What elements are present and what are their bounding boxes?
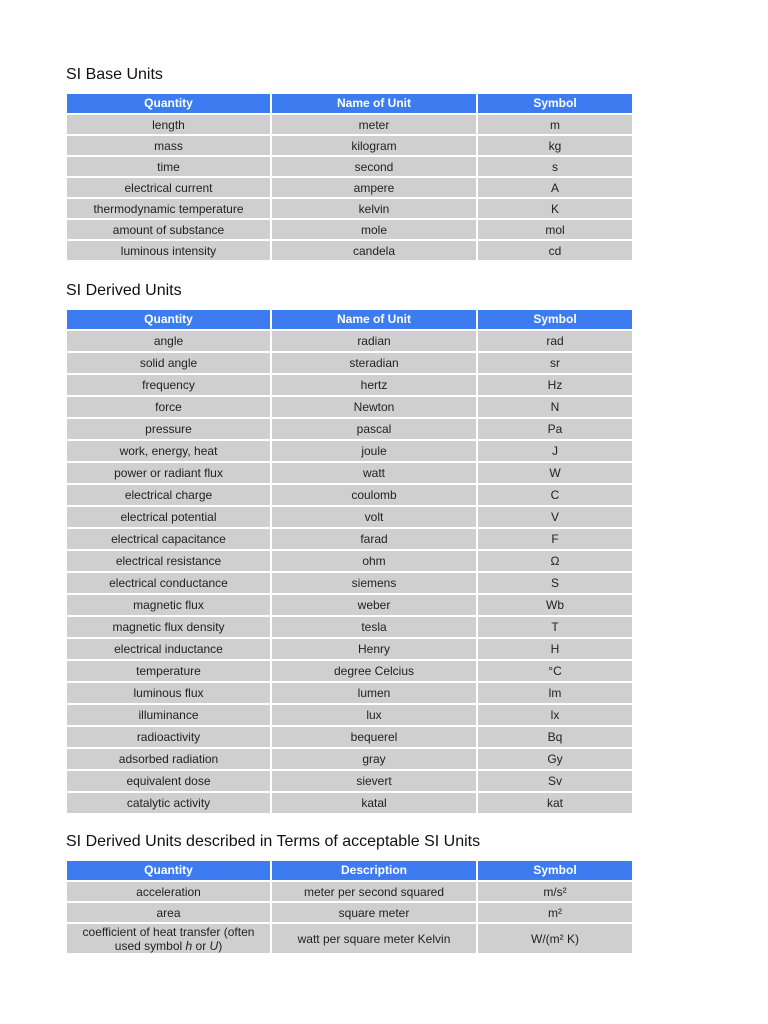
- quantity-line-1: coefficient of heat transfer (often: [82, 924, 255, 939]
- symbol-cell: m²: [478, 903, 632, 922]
- symbol-cell: cd: [478, 241, 632, 260]
- header-symbol: Symbol: [478, 861, 632, 880]
- header-name-of-unit: Name of Unit: [272, 94, 476, 113]
- quantity-cell: electrical charge: [67, 485, 270, 505]
- unit-cell: meter per second squared: [272, 882, 476, 901]
- unit-cell: joule: [272, 441, 476, 461]
- table-row: [67, 924, 632, 953]
- symbol-cell: kat: [478, 793, 632, 813]
- quantity-cell: electrical current: [67, 178, 270, 197]
- table-row: [67, 178, 632, 197]
- symbol-cell: F: [478, 529, 632, 549]
- unit-cell: Newton: [272, 397, 476, 417]
- quantity-or: or: [192, 938, 210, 953]
- symbol-cell: Bq: [478, 727, 632, 747]
- table-row: [67, 551, 632, 571]
- table-row: [67, 683, 632, 703]
- symbol-h: h: [185, 938, 193, 953]
- si-derived-units-table: [65, 308, 634, 815]
- header-quantity: Quantity: [67, 861, 270, 880]
- table-row: [67, 463, 632, 483]
- symbol-cell: rad: [478, 331, 632, 351]
- section-title: SI Derived Units: [66, 282, 182, 299]
- unit-cell: pascal: [272, 419, 476, 439]
- quantity-cell: electrical capacitance: [67, 529, 270, 549]
- quantity-cell: thermodynamic temperature: [67, 199, 270, 218]
- symbol-cell: H: [478, 639, 632, 659]
- table-row: [67, 157, 632, 176]
- symbol-cell: m/s²: [478, 882, 632, 901]
- unit-cell: kelvin: [272, 199, 476, 218]
- table-row: [67, 136, 632, 155]
- symbol-u: U: [209, 938, 219, 953]
- table-row: [67, 882, 632, 901]
- unit-cell: mole: [272, 220, 476, 239]
- table-row: [67, 661, 632, 681]
- quantity-cell: electrical inductance: [67, 639, 270, 659]
- table-row: [67, 397, 632, 417]
- quantity-cell: temperature: [67, 661, 270, 681]
- section-title: SI Derived Units described in Terms of acceptable SI Units: [66, 833, 481, 850]
- section-si-derived-units: [66, 282, 631, 815]
- symbol-cell: Hz: [478, 375, 632, 395]
- symbol-cell: m: [478, 115, 632, 134]
- symbol-cell: J: [478, 441, 632, 461]
- quantity-cell: equivalent dose: [67, 771, 270, 791]
- unit-cell: siemens: [272, 573, 476, 593]
- symbol-cell: W/(m² K): [478, 924, 632, 953]
- symbol-cell: K: [478, 199, 632, 218]
- quantity-cell: angle: [67, 331, 270, 351]
- symbol-cell: V: [478, 507, 632, 527]
- unit-cell: ampere: [272, 178, 476, 197]
- table-row: [67, 419, 632, 439]
- header-symbol: Symbol: [478, 94, 632, 113]
- section-title: SI Base Units: [66, 66, 163, 83]
- quantity-cell: radioactivity: [67, 727, 270, 747]
- quantity-cell: pressure: [67, 419, 270, 439]
- unit-cell: ohm: [272, 551, 476, 571]
- table-row: [67, 115, 632, 134]
- quantity-close: ): [218, 938, 223, 953]
- quantity-cell: electrical conductance: [67, 573, 270, 593]
- symbol-cell: W: [478, 463, 632, 483]
- table-row: [67, 749, 632, 769]
- symbol-cell: sr: [478, 353, 632, 373]
- unit-cell: kilogram: [272, 136, 476, 155]
- quantity-cell: force: [67, 397, 270, 417]
- si-base-units-table: [65, 92, 634, 262]
- table-row: [67, 220, 632, 239]
- table-row: [67, 507, 632, 527]
- unit-cell: tesla: [272, 617, 476, 637]
- unit-cell: candela: [272, 241, 476, 260]
- quantity-cell: [67, 924, 270, 953]
- unit-cell: bequerel: [272, 727, 476, 747]
- symbol-cell: Pa: [478, 419, 632, 439]
- header-quantity: Quantity: [67, 310, 270, 329]
- quantity-cell: luminous flux: [67, 683, 270, 703]
- table-row: [67, 617, 632, 637]
- header-description: Description: [272, 861, 476, 880]
- quantity-cell: acceleration: [67, 882, 270, 901]
- symbol-cell: lm: [478, 683, 632, 703]
- quantity-cell: illuminance: [67, 705, 270, 725]
- description-cell: watt per square meter Kelvin: [272, 924, 476, 953]
- table-row: [67, 727, 632, 747]
- header-name-of-unit: Name of Unit: [272, 310, 476, 329]
- quantity-cell: power or radiant flux: [67, 463, 270, 483]
- quantity-cell: electrical potential: [67, 507, 270, 527]
- unit-cell: second: [272, 157, 476, 176]
- symbol-cell: kg: [478, 136, 632, 155]
- unit-cell: lumen: [272, 683, 476, 703]
- quantity-cell: solid angle: [67, 353, 270, 373]
- header-row: [67, 94, 632, 113]
- quantity-cell: time: [67, 157, 270, 176]
- unit-cell: meter: [272, 115, 476, 134]
- unit-cell: watt: [272, 463, 476, 483]
- table-row: [67, 595, 632, 615]
- table-row: [67, 793, 632, 813]
- si-derived-acceptable-units-table: [65, 859, 634, 955]
- symbol-cell: Sv: [478, 771, 632, 791]
- table-row: [67, 771, 632, 791]
- symbol-cell: A: [478, 178, 632, 197]
- section-si-derived-acceptable-units: [66, 833, 631, 955]
- unit-cell: weber: [272, 595, 476, 615]
- header-row: [67, 861, 632, 880]
- unit-cell: farad: [272, 529, 476, 549]
- symbol-cell: T: [478, 617, 632, 637]
- symbol-cell: C: [478, 485, 632, 505]
- table-row: [67, 529, 632, 549]
- section-si-base-units: [66, 66, 631, 262]
- quantity-cell: luminous intensity: [67, 241, 270, 260]
- table-row: [67, 441, 632, 461]
- header-symbol: Symbol: [478, 310, 632, 329]
- table-row: [67, 903, 632, 922]
- symbol-cell: °C: [478, 661, 632, 681]
- quantity-cell: adsorbed radiation: [67, 749, 270, 769]
- quantity-cell: work, energy, heat: [67, 441, 270, 461]
- unit-cell: katal: [272, 793, 476, 813]
- symbol-cell: s: [478, 157, 632, 176]
- unit-cell: lux: [272, 705, 476, 725]
- quantity-cell: length: [67, 115, 270, 134]
- quantity-cell: amount of substance: [67, 220, 270, 239]
- quantity-cell: electrical resistance: [67, 551, 270, 571]
- table-row: [67, 331, 632, 351]
- quantity-cell: frequency: [67, 375, 270, 395]
- unit-cell: Henry: [272, 639, 476, 659]
- symbol-cell: S: [478, 573, 632, 593]
- table-row: [67, 573, 632, 593]
- quantity-line-2-prefix: used symbol: [114, 938, 186, 953]
- quantity-cell: magnetic flux: [67, 595, 270, 615]
- table-row: [67, 199, 632, 218]
- table-row: [67, 705, 632, 725]
- table-row: [67, 375, 632, 395]
- symbol-cell: Wb: [478, 595, 632, 615]
- symbol-cell: Gy: [478, 749, 632, 769]
- table-row: [67, 485, 632, 505]
- quantity-cell: catalytic activity: [67, 793, 270, 813]
- unit-cell: degree Celcius: [272, 661, 476, 681]
- unit-cell: sievert: [272, 771, 476, 791]
- symbol-cell: mol: [478, 220, 632, 239]
- table-row: [67, 353, 632, 373]
- unit-cell: square meter: [272, 903, 476, 922]
- table-row: [67, 241, 632, 260]
- unit-cell: steradian: [272, 353, 476, 373]
- unit-cell: gray: [272, 749, 476, 769]
- quantity-cell: mass: [67, 136, 270, 155]
- symbol-cell: lx: [478, 705, 632, 725]
- table-row: [67, 639, 632, 659]
- unit-cell: volt: [272, 507, 476, 527]
- unit-cell: radian: [272, 331, 476, 351]
- header-quantity: Quantity: [67, 94, 270, 113]
- symbol-cell: N: [478, 397, 632, 417]
- header-row: [67, 310, 632, 329]
- unit-cell: hertz: [272, 375, 476, 395]
- quantity-cell: area: [67, 903, 270, 922]
- unit-cell: coulomb: [272, 485, 476, 505]
- symbol-cell: Ω: [478, 551, 632, 571]
- quantity-cell: magnetic flux density: [67, 617, 270, 637]
